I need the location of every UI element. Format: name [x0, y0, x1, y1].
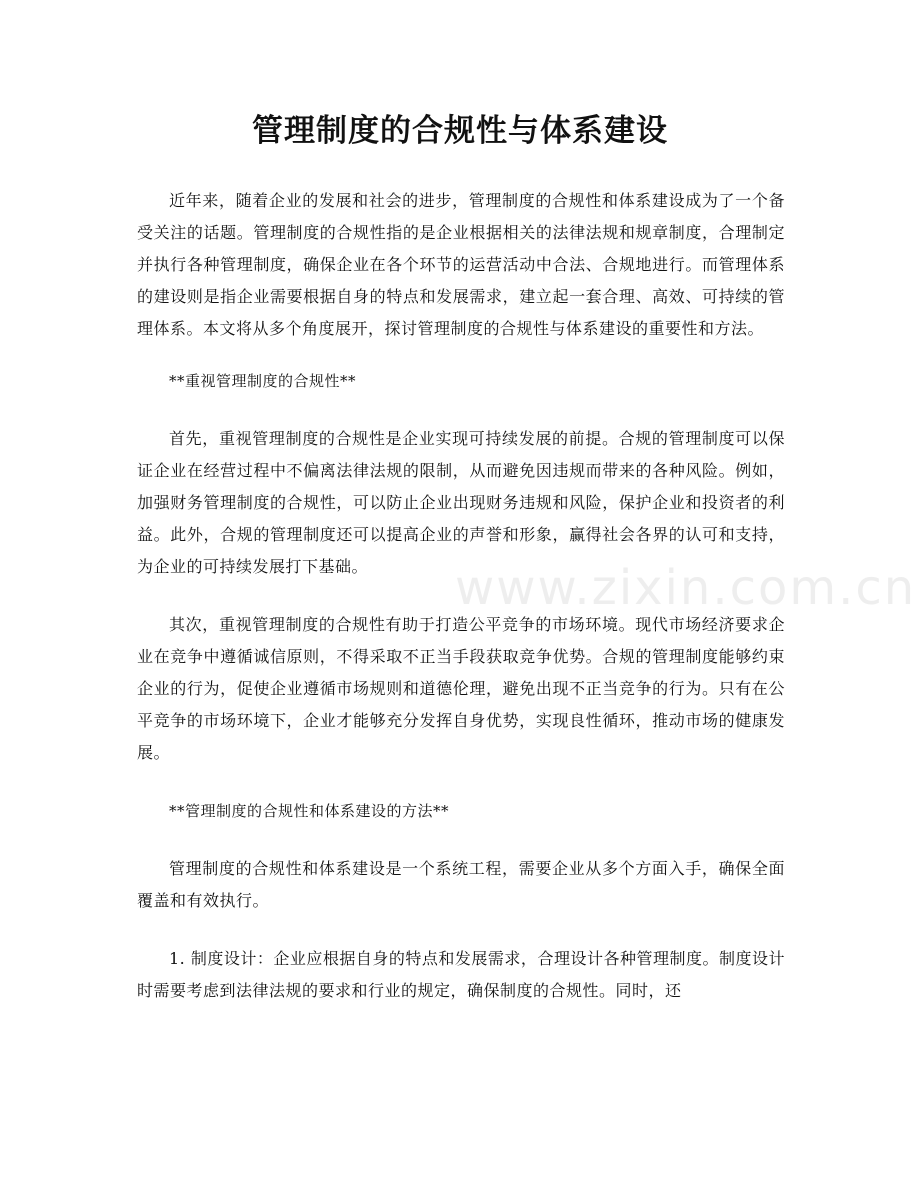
paragraph-method-1: 1. 制度设计：企业应根据自身的特点和发展需求，合理设计各种管理制度。制度设计时需要考虑到法律法规的要求和行业的规定，确保制度的合规性。同时，还	[137, 949, 785, 1000]
section-heading-methods: **管理制度的合规性和体系建设的方法**	[169, 802, 450, 820]
paragraph-intro: 近年来，随着企业的发展和社会的进步，管理制度的合规性和体系建设成为了一个备受关注的话题。管理制度的合规性指的是企业根据相关的法律法规和规章制度，合理制定并执行各种管理制度，确保企业在各个环节的运营活动中合法、合规地进行。而管理体系的建设则是指企业需要根据自身的特点和发展需求，建立起一套合理、高效、可持续的管理体系。本文将从多个角度展开，探讨管理制度的合规性与体系建设的重要性和方法。	[137, 191, 785, 338]
document-body	[137, 185, 785, 1033]
section-heading-compliance: **重视管理制度的合规性**	[169, 372, 357, 390]
watermark: www.zixin.com.cn	[455, 560, 917, 616]
paragraph-methods-intro: 管理制度的合规性和体系建设是一个系统工程，需要企业从多个方面入手，确保全面覆盖和有效执行。	[137, 859, 785, 910]
paragraph-first-point: 首先，重视管理制度的合规性是企业实现可持续发展的前提。合规的管理制度可以保证企业在经营过程中不偏离法律法规的限制，从而避免因违规而带来的各种风险。例如，加强财务管理制度的合规性，可以防止企业出现财务违规和风险，保护企业和投资者的利益。此外，合规的管理制度还可以提高企业的声誉和形象，赢得社会各界的认可和支持，为企业的可持续发展打下基础。	[137, 429, 785, 576]
paragraph-second-point: 其次，重视管理制度的合规性有助于打造公平竞争的市场环境。现代市场经济要求企业在竞争中遵循诚信原则，不得采取不正当手段获取竞争优势。合规的管理制度能够约束企业的行为，促使企业遵循市场规则和道德伦理，避免出现不正当竞争的行为。只有在公平竞争的市场环境下，企业才能够充分发挥自身优势，实现良性循环，推动市场的健康发展。	[137, 615, 785, 762]
document-title: 管理制度的合规性与体系建设	[252, 113, 668, 149]
